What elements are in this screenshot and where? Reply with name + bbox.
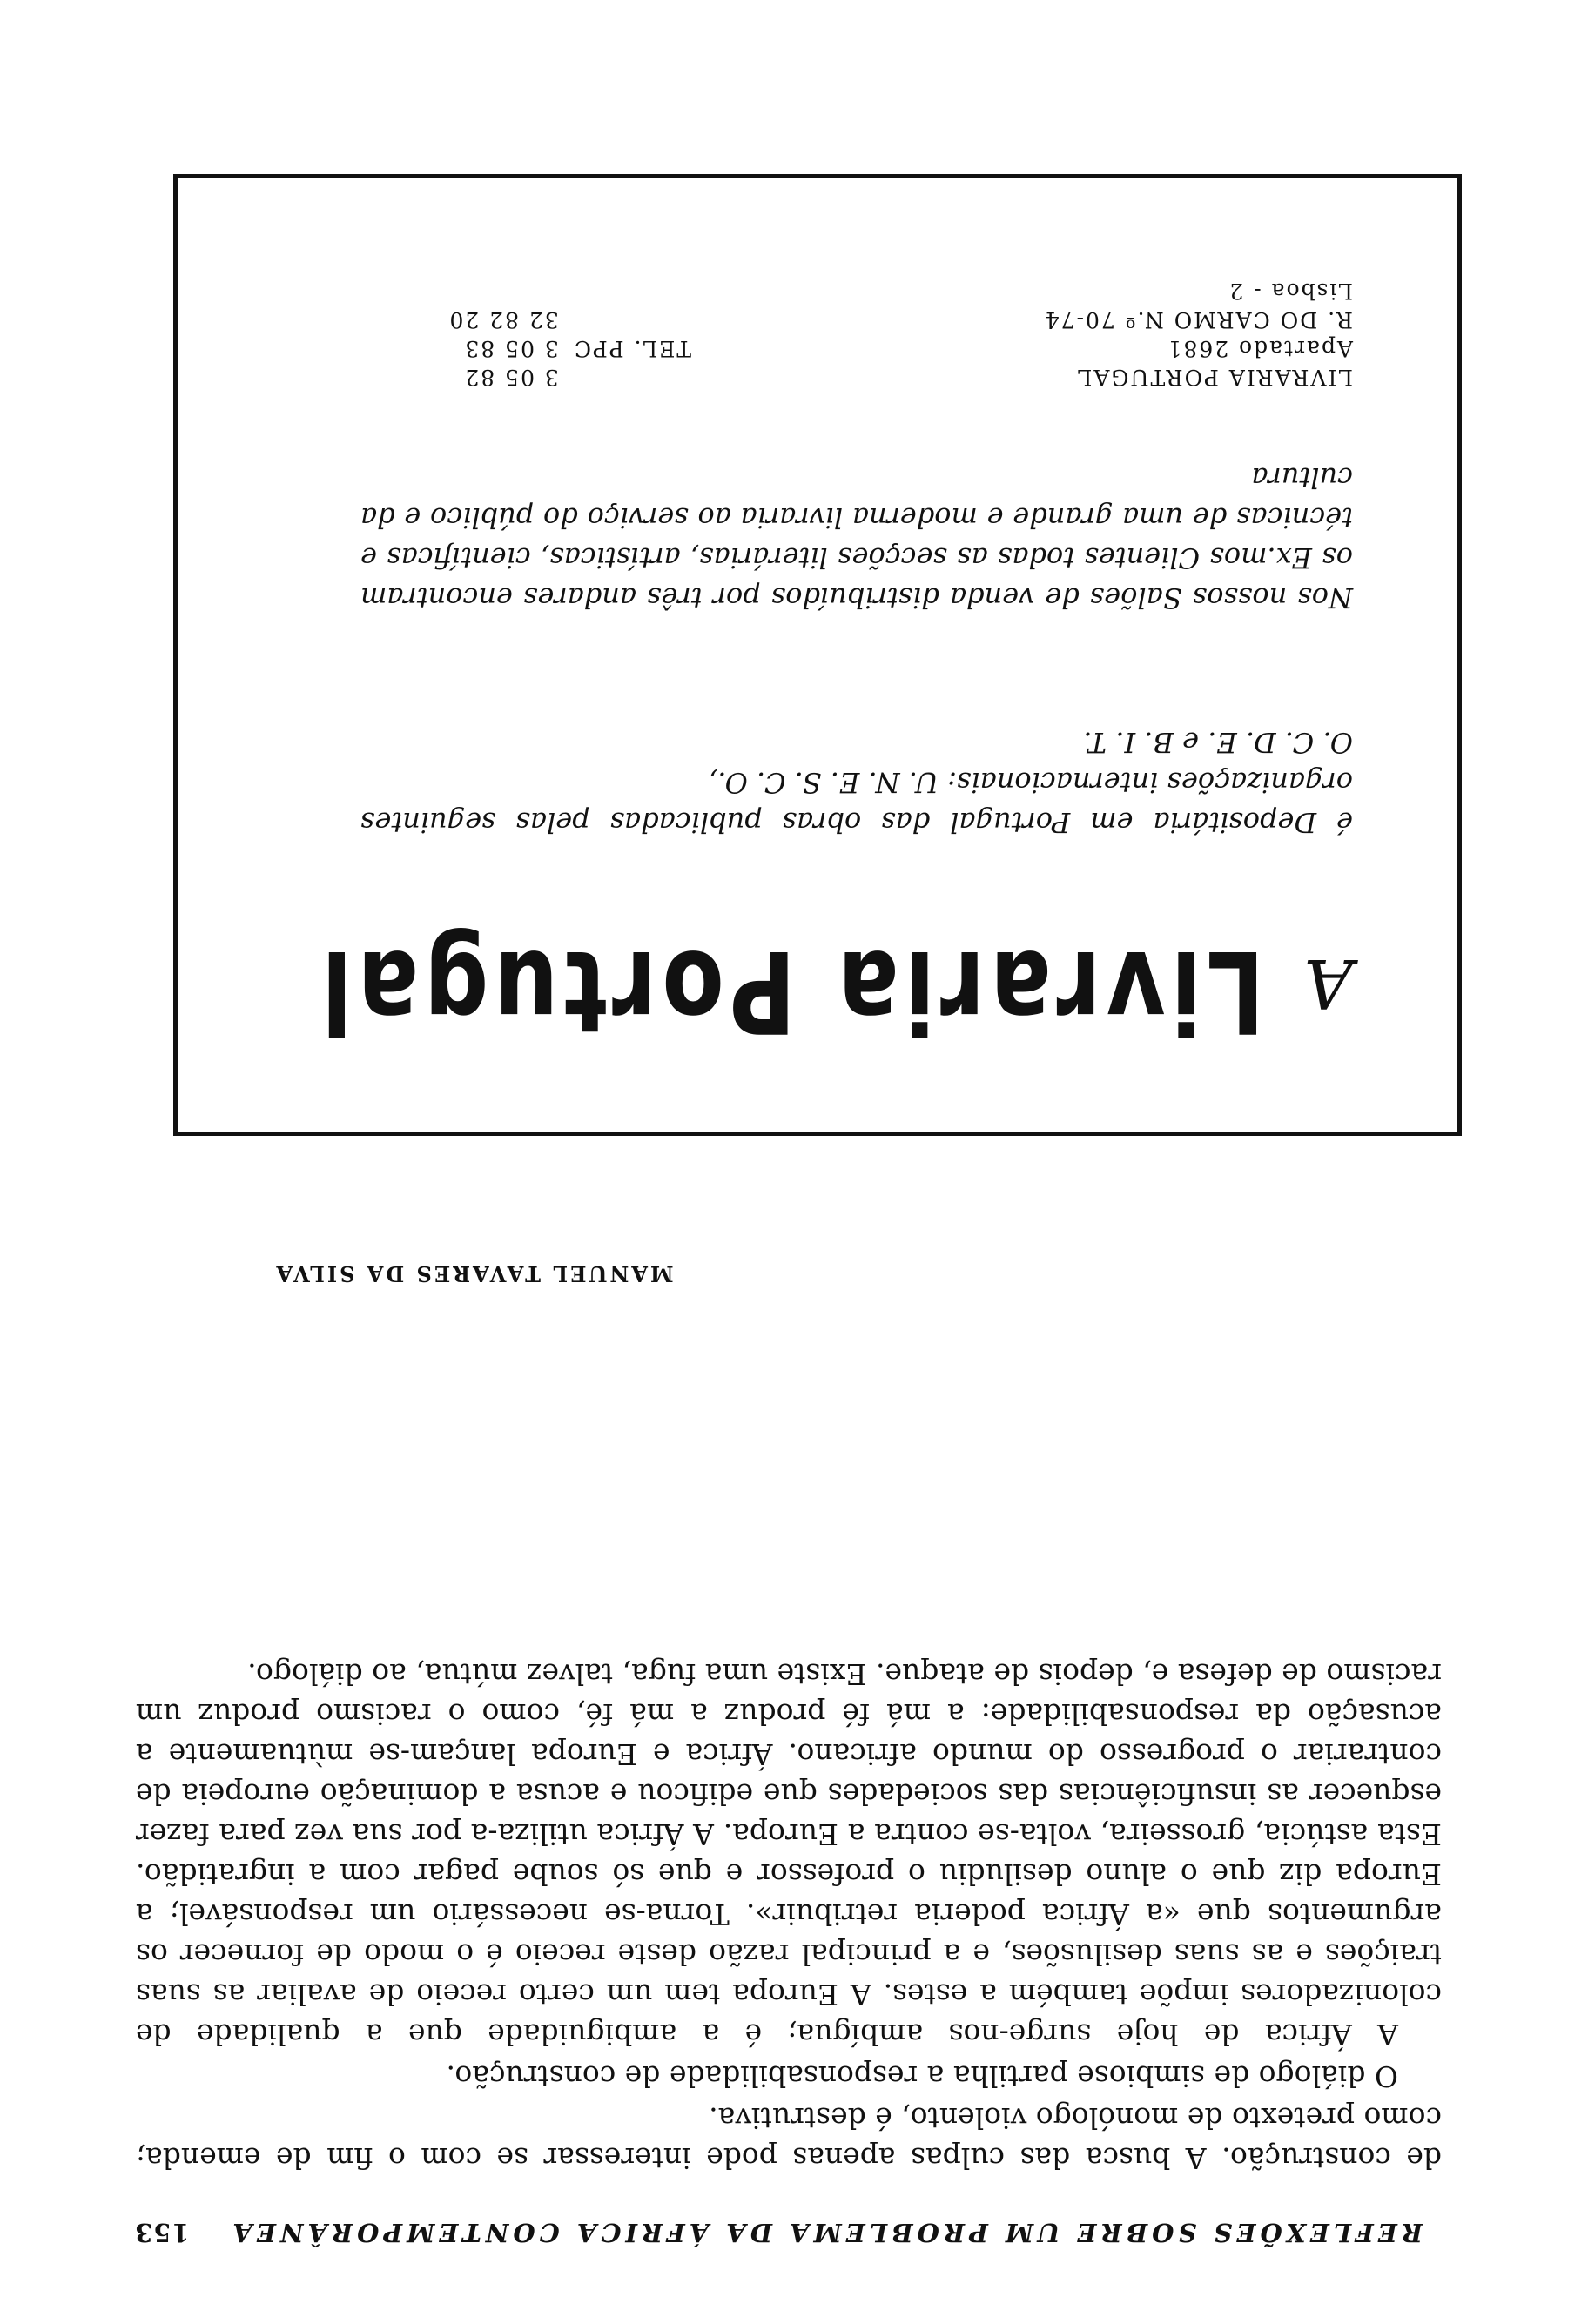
paragraph: de construção. A busca das culpas apenas pode interessar se com o fim de emenda; como pretexto de monólogo violento, é destrutiva.: [136, 2101, 1442, 2175]
phone-number: 32 82 20: [447, 307, 559, 332]
advertisement-box: [173, 174, 1462, 1136]
phone-number: 3 05 82: [463, 365, 559, 390]
paragraph: O diálogo de simbiose partilha a responsabilidade de construção.: [446, 2059, 1398, 2093]
ad-title-name: Livraria Portugal: [316, 924, 1265, 1058]
depositaria-line: seguintes organizações internacionais:: [360, 766, 1353, 839]
phone-number: 3 05 83: [463, 336, 559, 361]
organizations-line: U. N. E. S. C. O.,: [709, 766, 939, 799]
contact-block: [273, 218, 1353, 392]
depositaria-line: é Depositária em Portugal das obras publicadas pelas: [515, 806, 1353, 839]
running-header: [134, 2213, 1440, 2247]
organizations-line: O. C. D. E. e B. I. T.: [1083, 726, 1353, 759]
paragraph: A África de hoje surge-nos ambígua; é a ambiguidade que a qualidade de colonizadores impõe também a estes. A Europa tem um certo receio de avaliar as suas traições e as suas desilusões, e a principal razão deste receio é o modo de fornecer os argumentos que «a África poderia retribuir». Torna-se necessário um responsável; a Europa diz que o aluno desiludiu o professor e que só soube pagar com a ingratidão. Esta astúcia, grosseira, volta-se contra a Europa. A África utiliza-a por sua vez para fazer esquecer as insuficiências das sociedades que edificou e acusa a dominação europeia de contrariar o progresso do mundo africano. África e Europa lançam-se mùtuamente a acusação da responsabilidade: a má fé produz a má fé, como o racismo produz um racismo de defesa e, depois de ataque. Existe uma fuga, talvez mútua, ao diálogo.: [136, 1657, 1442, 2052]
running-title: REFLEXÕES SOBRE UM PROBLEMA DA ÁFRICA CONTEMPORÂNEA: [228, 2218, 1423, 2247]
ad-title: [316, 924, 1353, 1058]
address-line: R. DO CARMO N.º 70-74: [1043, 307, 1353, 332]
author-signature: MANUEL TAVARES DA SILVA: [273, 1261, 674, 1286]
phone-label: TEL. PPC: [572, 336, 691, 361]
address-line: Apartado 2681: [1166, 336, 1353, 361]
postal-address: [1044, 277, 1353, 392]
address-line: Lisboa - 2: [1228, 279, 1353, 304]
article-body: [136, 1654, 1442, 2178]
depositaria-text: [360, 722, 1353, 843]
ad-title-article: A: [1303, 944, 1353, 1022]
page-number: 153: [134, 2218, 190, 2247]
phone-numbers: [447, 306, 691, 392]
address-line: LIVRARIA PORTUGAL: [1075, 365, 1353, 390]
saloes-text: Nos nossos Salões de venda distribuídos por três andares encontram os Ex.mos Clientes todas as secções literárias, artísticas, científicas e técnicas de uma grande e moderna livraria ao serviço do público e da cultura: [360, 461, 1353, 615]
